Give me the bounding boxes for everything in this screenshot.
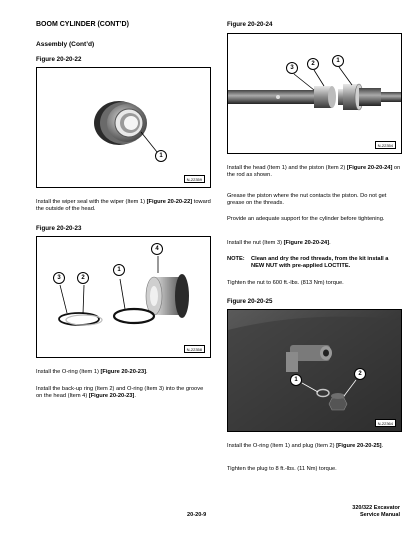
paragraph-grease: Grease the piston where the nut contacts the piston. Do not get grease on the threads. [227,193,387,207]
callout-1: 1 [155,150,167,162]
paragraph-support: Provide an adequate support for the cylinder before tightening. [227,216,385,222]
paragraph-install-head: Install the head (Item 1) and the piston (Item 2) [Figure 20-20-24] on the rod as shown. [227,165,401,179]
section-title: BOOM CYLINDER (CONT’D) [36,21,129,28]
paragraph-install-plug: Install the O-ring (Item 1) and plug (Item 2) [Figure 20-20-25]. [227,443,384,449]
figure-tag: N-22358 [184,345,205,353]
callout-1: 1 [332,55,344,67]
figure-20-20-22 [36,67,211,188]
callout-3: 3 [53,272,65,284]
figure-tag: N-22359 [184,175,205,183]
paragraph-back-up-ring: Install the back-up ring (Item 2) and O-ring (Item 3) into the groove on the head (Item 4) [Figure 20-20-23]. [36,386,204,400]
note-label: NOTE: [227,256,245,262]
page-number: 20-20-9 [187,512,207,518]
head-and-rings-illustration [37,237,211,358]
o-ring-and-plug-illustration [228,310,402,432]
callout-1: 1 [113,264,125,276]
paragraph-torque-plug: Tighten the plug to 8 ft.-lbs. (11 Nm) torque. [227,466,337,472]
figure-caption-25: Figure 20-20-25 [227,298,273,305]
paragraph-torque-nut: Tighten the nut to 600 ft.-lbs. (813 Nm) torque. [227,280,344,286]
manual-line-2: Service Manual [359,512,400,518]
figure-tag: N-22354 [375,141,396,149]
paragraph-o-ring: Install the O-ring (Item 1) [Figure 20-20-23]. [36,369,148,375]
figure-tag: N-22364 [375,419,396,427]
wiper-seal-illustration [37,68,211,188]
figure-20-20-24 [227,33,402,154]
callout-1: 1 [290,374,302,386]
figure-caption-22: Figure 20-20-22 [36,56,82,63]
callout-2: 2 [307,58,319,70]
subsection-title: Assembly (Cont’d) [36,41,95,48]
paragraph-install-nut: Install the nut (Item 3) [Figure 20-20-24]. [227,240,331,246]
figure-20-20-25 [227,309,402,432]
rod-with-head-piston-nut-illustration [228,34,402,154]
manual-line-1: 320/322 Excavator [352,505,400,511]
figure-caption-23: Figure 20-20-23 [36,225,82,232]
callout-2: 2 [354,368,366,380]
callout-2: 2 [77,272,89,284]
paragraph-wiper-seal: Install the wiper seal with the wiper (Item 1) [Figure 20-20-22] toward the outside of the head. [36,199,211,213]
figure-caption-24: Figure 20-20-24 [227,21,273,28]
manual-title [280,505,400,519]
note-text: Clean and dry the rod threads, from the kit install a NEW NUT with pre-applied LOCTITE. [251,256,389,270]
figure-20-20-23 [36,236,211,358]
callout-4: 4 [151,243,163,255]
callout-3: 3 [286,62,298,74]
note-block [227,256,402,270]
